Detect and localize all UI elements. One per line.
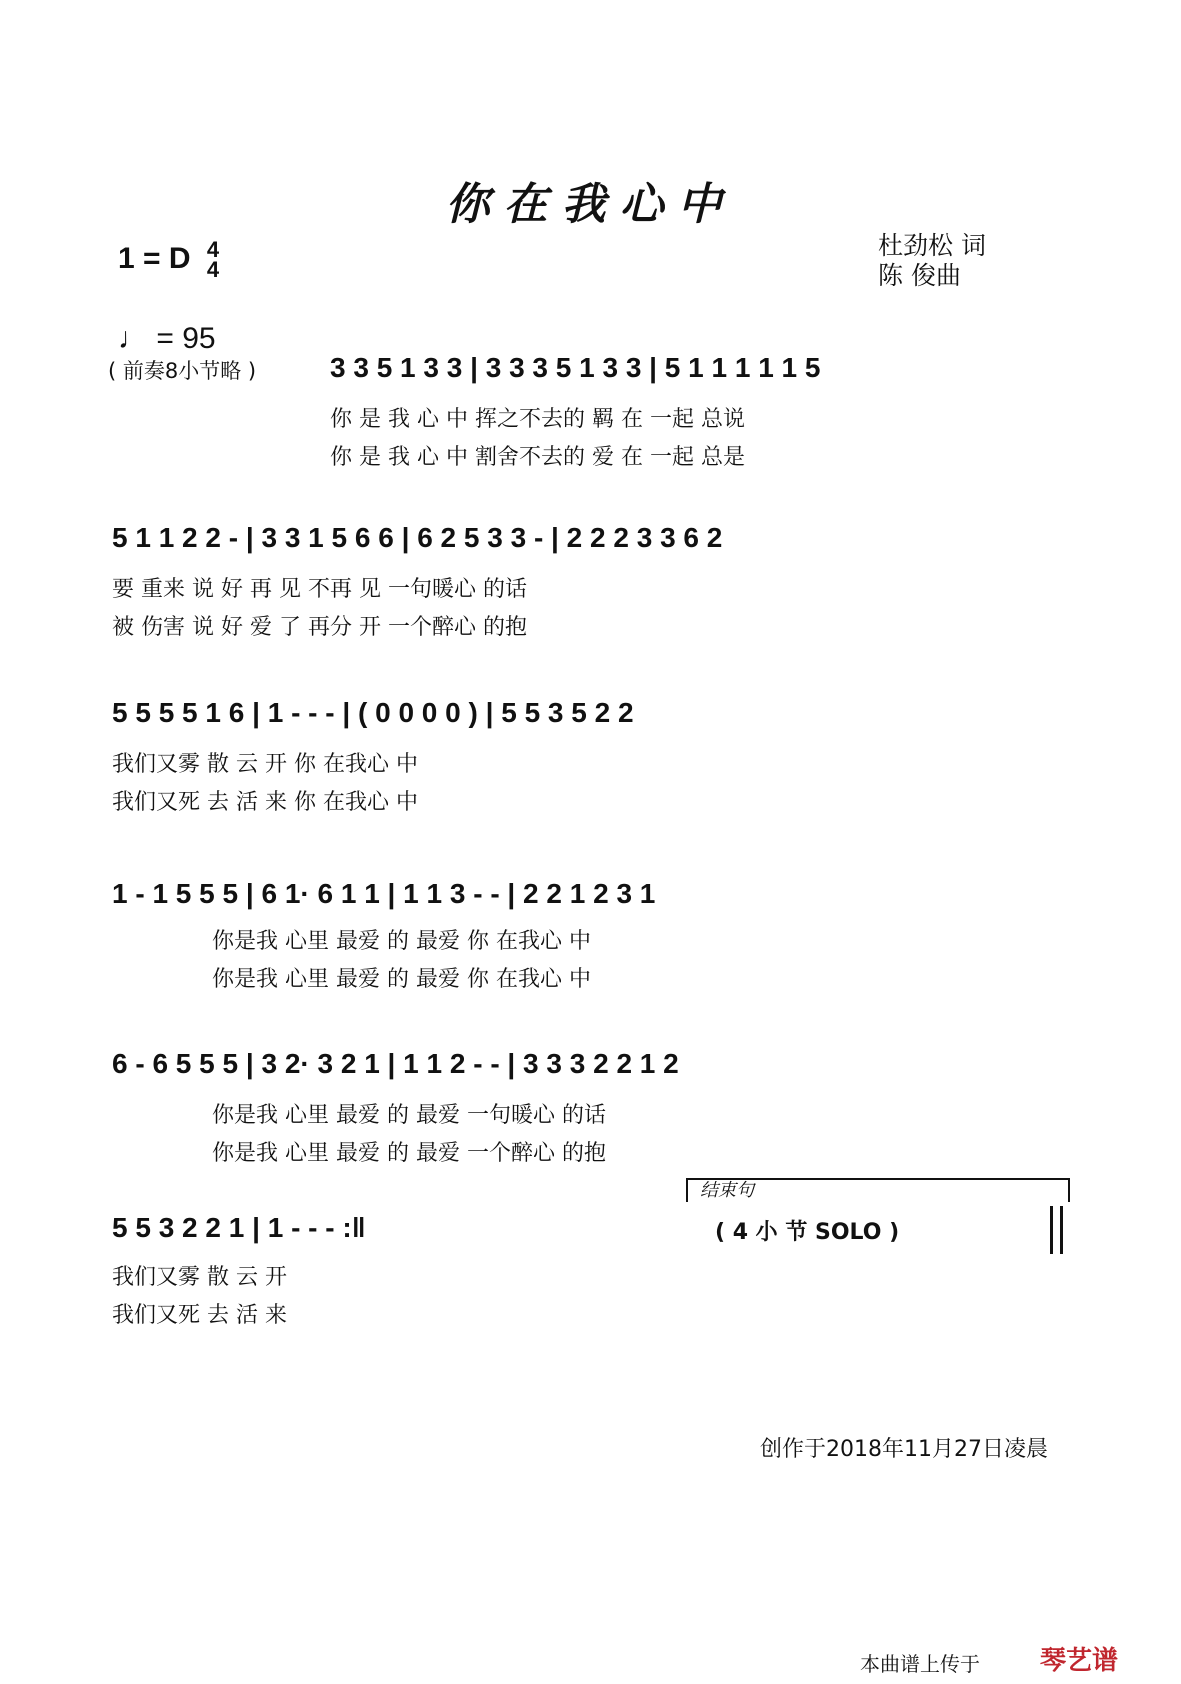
- score-line-5-notes: 6 - 6 5 5 5 | 3 2· 3 2 1 | 1 1 2 - - | 3 3 3 2 2 1 2: [112, 1048, 679, 1079]
- intro-note: ( 前奏8小节略 ): [108, 359, 257, 383]
- final-barline: [1050, 1206, 1053, 1254]
- tempo-value: = 95: [156, 322, 216, 355]
- time-signature-bottom: 4: [206, 257, 220, 282]
- score-line-6-lyrics-verse1: 我们又雾 散 云 开: [112, 1265, 287, 1290]
- score-line-2-notes: 5 1 1 2 2 - | 3 3 1 5 6 6 | 6 2 5 3 3 - | 2 2 2 3 3 6 2: [112, 522, 723, 553]
- score-line-2-lyrics-verse2: 被 伤害 说 好 爱 了 再分 开 一个醉心 的抱: [112, 615, 527, 640]
- quarter-note-icon: ♩: [118, 322, 148, 355]
- score-line-3-lyrics-verse1: 我们又雾 散 云 开 你 在我心 中: [112, 752, 418, 777]
- score-line-5-lyrics-verse2: 你是我 心里 最爱 的 最爱 一个醉心 的抱: [212, 1141, 606, 1166]
- time-signature-top: 4: [206, 237, 220, 262]
- score-line-4-notes: 1 - 1 5 5 5 | 6 1· 6 1 1 | 1 1 3 - - | 2 2 1 2 3 1: [112, 878, 656, 909]
- time-signature: [206, 237, 220, 282]
- ending-solo: ( 4 小 节 SOLO ): [715, 1220, 900, 1245]
- score-line-6-lyrics-verse2: 我们又死 去 活 来: [112, 1303, 287, 1328]
- upload-notice: 本曲谱上传于: [860, 1652, 980, 1676]
- score-line-4-lyrics-verse2: 你是我 心里 最爱 的 最爱 你 在我心 中: [212, 967, 591, 992]
- composer-credit: 陈 俊曲: [878, 261, 961, 290]
- page-title: 你在我心中: [445, 179, 736, 230]
- score-line-6-notes: 5 5 3 2 2 1 | 1 - - - :‖: [112, 1212, 366, 1243]
- lyricist-credit: 杜劲松 词: [878, 231, 986, 260]
- score-line-1-lyrics-verse2: 你 是 我 心 中 割舍不去的 爱 在 一起 总是: [330, 445, 745, 470]
- score-line-3-notes: 5 5 5 5 1 6 | 1 - - - | ( 0 0 0 0 ) | 5 5 3 5 2 2: [112, 697, 634, 728]
- score-line-5-lyrics-verse1: 你是我 心里 最爱 的 最爱 一句暖心 的话: [212, 1103, 606, 1128]
- score-line-3-lyrics-verse2: 我们又死 去 活 来 你 在我心 中: [112, 790, 418, 815]
- composition-date: 创作于2018年11月27日凌晨: [760, 1437, 1048, 1462]
- ending-label: 结束句: [700, 1180, 754, 1201]
- score-line-1-lyrics-verse1: 你 是 我 心 中 挥之不去的 羁 在 一起 总说: [330, 407, 745, 432]
- key-label: 1 = D: [118, 241, 191, 275]
- score-line-1-notes: 3 3 5 1 3 3 | 3 3 3 5 1 3 3 | 5 1 1 1 1 1 5: [330, 352, 821, 383]
- score-line-4-lyrics-verse1: 你是我 心里 最爱 的 最爱 你 在我心 中: [212, 929, 591, 954]
- brand-logo: 琴艺谱: [1040, 1646, 1119, 1676]
- tempo-marking: [118, 322, 216, 356]
- key-signature: [118, 237, 220, 282]
- score-line-2-lyrics-verse1: 要 重来 说 好 再 见 不再 见 一句暖心 的话: [112, 577, 527, 602]
